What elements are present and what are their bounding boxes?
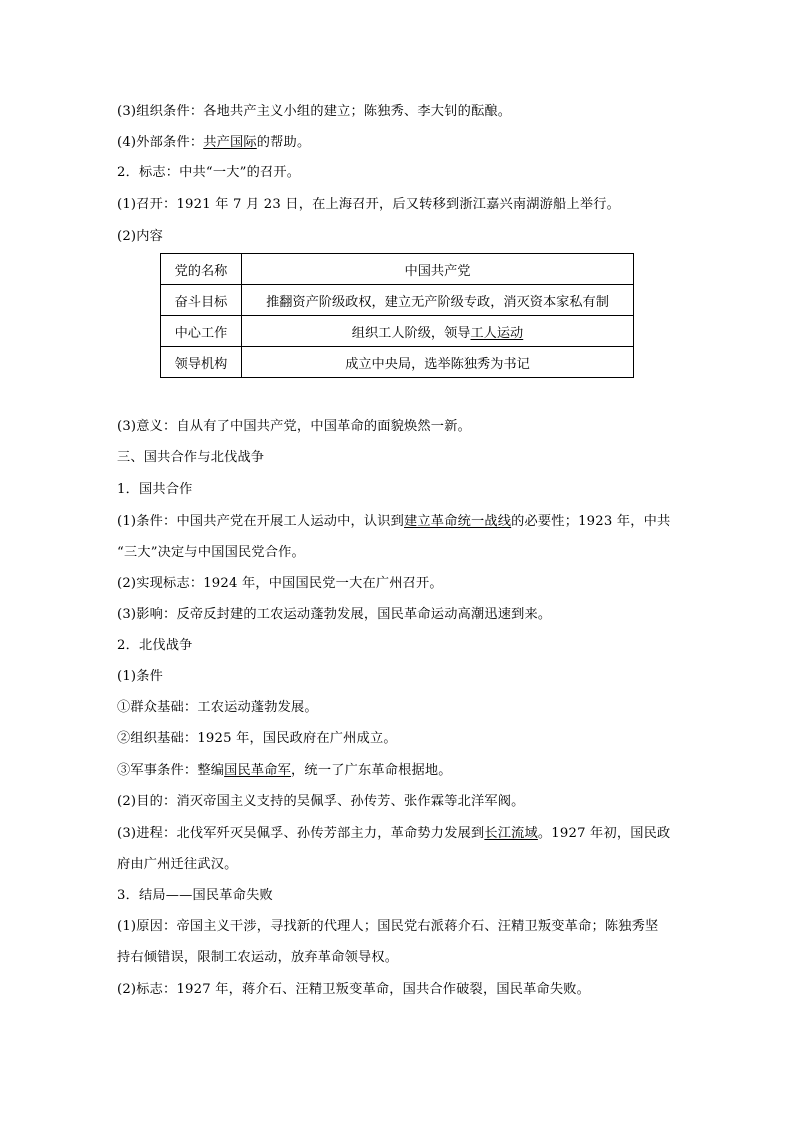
text-line: (2)内容 (117, 229, 164, 244)
table-row (161, 254, 634, 285)
text-line: (3)进程：北伐军歼灭吴佩孚、孙传芳部主力，革命势力发展到长江流域。1927 年初，国民政 (117, 826, 671, 841)
table-key-cell: 党的名称 (161, 254, 242, 285)
section-heading: 三、国共合作与北伐战争 (117, 450, 265, 465)
text-line: (4)外部条件：共产国际的帮助。 (117, 135, 311, 150)
text-line: (2)实现标志：1924 年，中国国民党一大在广州召开。 (117, 576, 443, 591)
underlined-term: 工人运动 (470, 325, 524, 341)
table-value-cell: 中国共产党 (242, 254, 634, 285)
table-value-cell: 推翻资产阶级政权，建立无产阶级专政，消灭资本家私有制 (242, 285, 634, 316)
text-line: (2)目的：消灭帝国主义支持的吴佩孚、孙传芳、张作霖等北洋军阀。 (117, 794, 525, 809)
text-line: ③军事条件：整编国民革命军，统一了广东革命根据地。 (117, 763, 452, 778)
text-line: (3)组织条件：各地共产主义小组的建立；陈独秀、李大钊的酝酿。 (117, 104, 512, 119)
text-line: (1)条件 (117, 669, 164, 684)
underlined-term: 国民革命军 (224, 763, 292, 778)
text-line: (1)条件：中国共产党在开展工人运动中，认识到建立革命统一战线的必要性；1923 年，中共 (117, 514, 671, 529)
underlined-term: 建立革命统一战线 (404, 514, 512, 529)
table-value-cell: 组织工人阶级，领导工人运动 (242, 316, 634, 347)
underlined-term: 共产国际 (203, 135, 257, 150)
text-line: 府由广州迁往武汉。 (117, 857, 238, 872)
text-line: (3)影响：反帝反封建的工农运动蓬勃发展，国民革命运动高潮迅速到来。 (117, 607, 552, 622)
text-line: ②组织基础：1925 年，国民政府在广州成立。 (117, 731, 397, 746)
text-line: 持右倾错误，限制工农运动，放弃革命领导权。 (117, 950, 399, 965)
table-value-cell: 成立中央局，选举陈独秀为书记 (242, 347, 634, 378)
section-heading: 1．国共合作 (117, 482, 193, 497)
text-line: ①群众基础：工农运动蓬勃发展。 (117, 700, 318, 715)
table-row (161, 316, 634, 347)
text-line: (3)意义：自从有了中国共产党，中国革命的面貌焕然一新。 (117, 419, 471, 434)
text-line: (2)标志：1927 年，蒋介石、汪精卫叛变革命，国共合作破裂，国民革命失败。 (117, 982, 591, 997)
section-heading: 2．北伐战争 (117, 638, 193, 653)
table-key-cell: 中心工作 (161, 316, 242, 347)
table-key-cell: 领导机构 (161, 347, 242, 378)
section-heading: 2．标志：中共“一大”的召开。 (117, 165, 301, 180)
party-info-table (160, 253, 634, 378)
underlined-term: 长江流域 (484, 826, 538, 841)
text-line: (1)召开：1921 年 7 月 23 日，在上海召开，后又转移到浙江嘉兴南湖游船上举行。 (117, 197, 620, 212)
table-row (161, 347, 634, 378)
text-line: (1)原因：帝国主义干涉，寻找新的代理人；国民党右派蒋介石、汪精卫叛变革命；陈独秀坚 (117, 919, 659, 934)
section-heading: 3．结局——国民革命失败 (117, 888, 273, 903)
table-row (161, 285, 634, 316)
table-key-cell: 奋斗目标 (161, 285, 242, 316)
text-line: “三大”决定与中国国民党合作。 (117, 545, 305, 560)
